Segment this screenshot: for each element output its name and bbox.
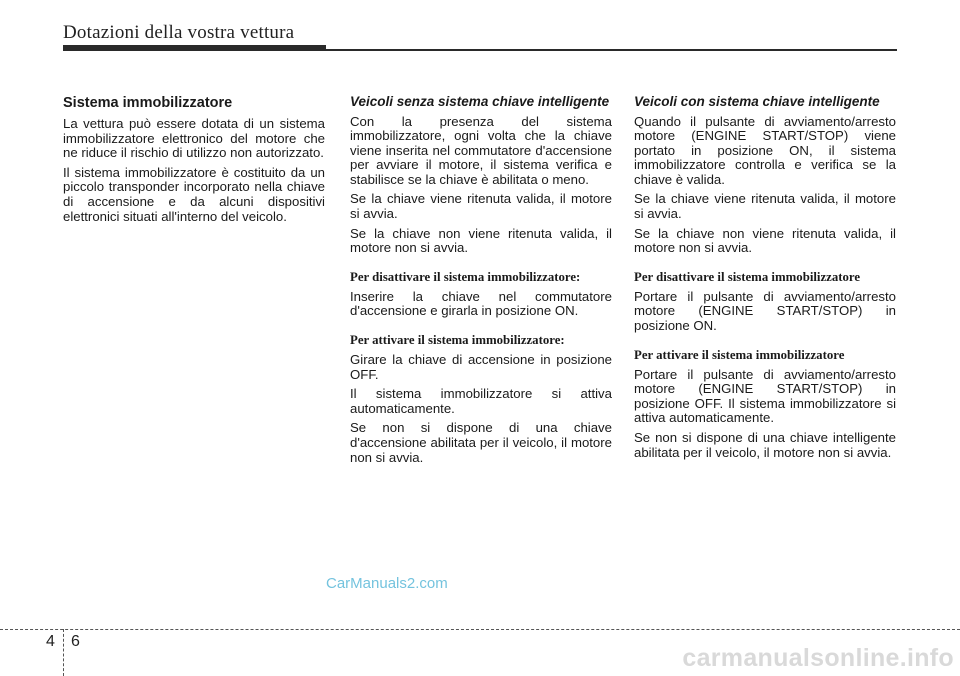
header-rule-thin (326, 49, 897, 51)
watermark-link: CarManuals2.com (326, 575, 448, 592)
subsection-heading: Veicoli senza sistema chiave intelligente (350, 94, 610, 109)
paragraph: Il sistema immobilizzatore si attiva automaticamente. (350, 386, 612, 416)
deactivate-heading: Per disattivare il sistema immobilizzatore: (350, 269, 581, 284)
paragraph: Inserire la chiave nel commutatore d'accensione e girarla in posizione ON. (350, 288, 612, 319)
chapter-number: 4 (46, 633, 55, 650)
column-immobilizer-intro (63, 95, 325, 229)
paragraph: Portare il pulsante di avviamento/arresto motore (ENGINE START/STOP) in posizione OFF. Il sistema immobilizzatore si attiva automaticamente. (634, 366, 896, 426)
paragraph: Il sistema immobilizzatore è costituito da un piccolo transponder incorporato nella chiave di accensione e da alcuni dispositivi elettronici situati all'interno del veicolo. (63, 164, 325, 224)
paragraph: Con la presenza del sistema immobilizzatore, ogni volta che la chiave viene inserita nel commutatore d'accensione per avviare il motore, il sistema verifica e stabilisce se la chiave è abilitata o meno. (350, 113, 612, 187)
paragraph: Girare la chiave di accensione in posizione OFF. (350, 352, 612, 382)
activate-heading: Per attivare il sistema immobilizzatore (634, 347, 845, 362)
paragraph: La vettura può essere dotata di un sistema immobilizzatore elettronico del motore che ne riduce il rischio di utilizzo non autorizzato. (63, 116, 325, 161)
column-without-smart-key (350, 95, 612, 470)
paragraph: Se non si dispone di una chiave intelligente abilitata per il veicolo, il motore non si avvia. (634, 430, 896, 460)
deactivate-heading: Per disattivare il sistema immobilizzatore (634, 269, 861, 284)
page-header-title: Dotazioni della vostra vettura (63, 22, 295, 43)
subsection-heading: Veicoli con sistema chiave intelligente (634, 94, 880, 109)
page-number: 6 (71, 633, 80, 650)
paragraph: Se la chiave viene ritenuta valida, il motore si avvia. (634, 191, 896, 222)
paragraph: Portare il pulsante di avviamento/arresto motore (ENGINE START/STOP) in posizione ON. (634, 288, 896, 334)
paragraph: Se la chiave viene ritenuta valida, il motore si avvia. (350, 191, 612, 222)
activate-heading: Per attivare il sistema immobilizzatore: (350, 333, 565, 348)
paragraph: Se la chiave non viene ritenuta valida, il motore non si avvia. (634, 225, 896, 256)
paragraph: Se la chiave non viene ritenuta valida, il motore non si avvia. (350, 225, 612, 256)
section-heading: Sistema immobilizzatore (63, 95, 233, 111)
column-with-smart-key (634, 95, 896, 465)
page-number-divider (63, 629, 64, 676)
paragraph: Se non si dispone di una chiave d'accensione abilitata per il veicolo, il motore non si avvia. (350, 420, 612, 465)
footer-watermark: carmanualsonline.info (682, 644, 954, 672)
header-rule-thick (63, 45, 326, 51)
paragraph: Quando il pulsante di avviamento/arresto motore (ENGINE START/STOP) viene portato in posizione ON, il sistema immobilizzatore controlla e verifica se la chiave è valida. (634, 113, 896, 187)
footer-rule (0, 629, 960, 630)
